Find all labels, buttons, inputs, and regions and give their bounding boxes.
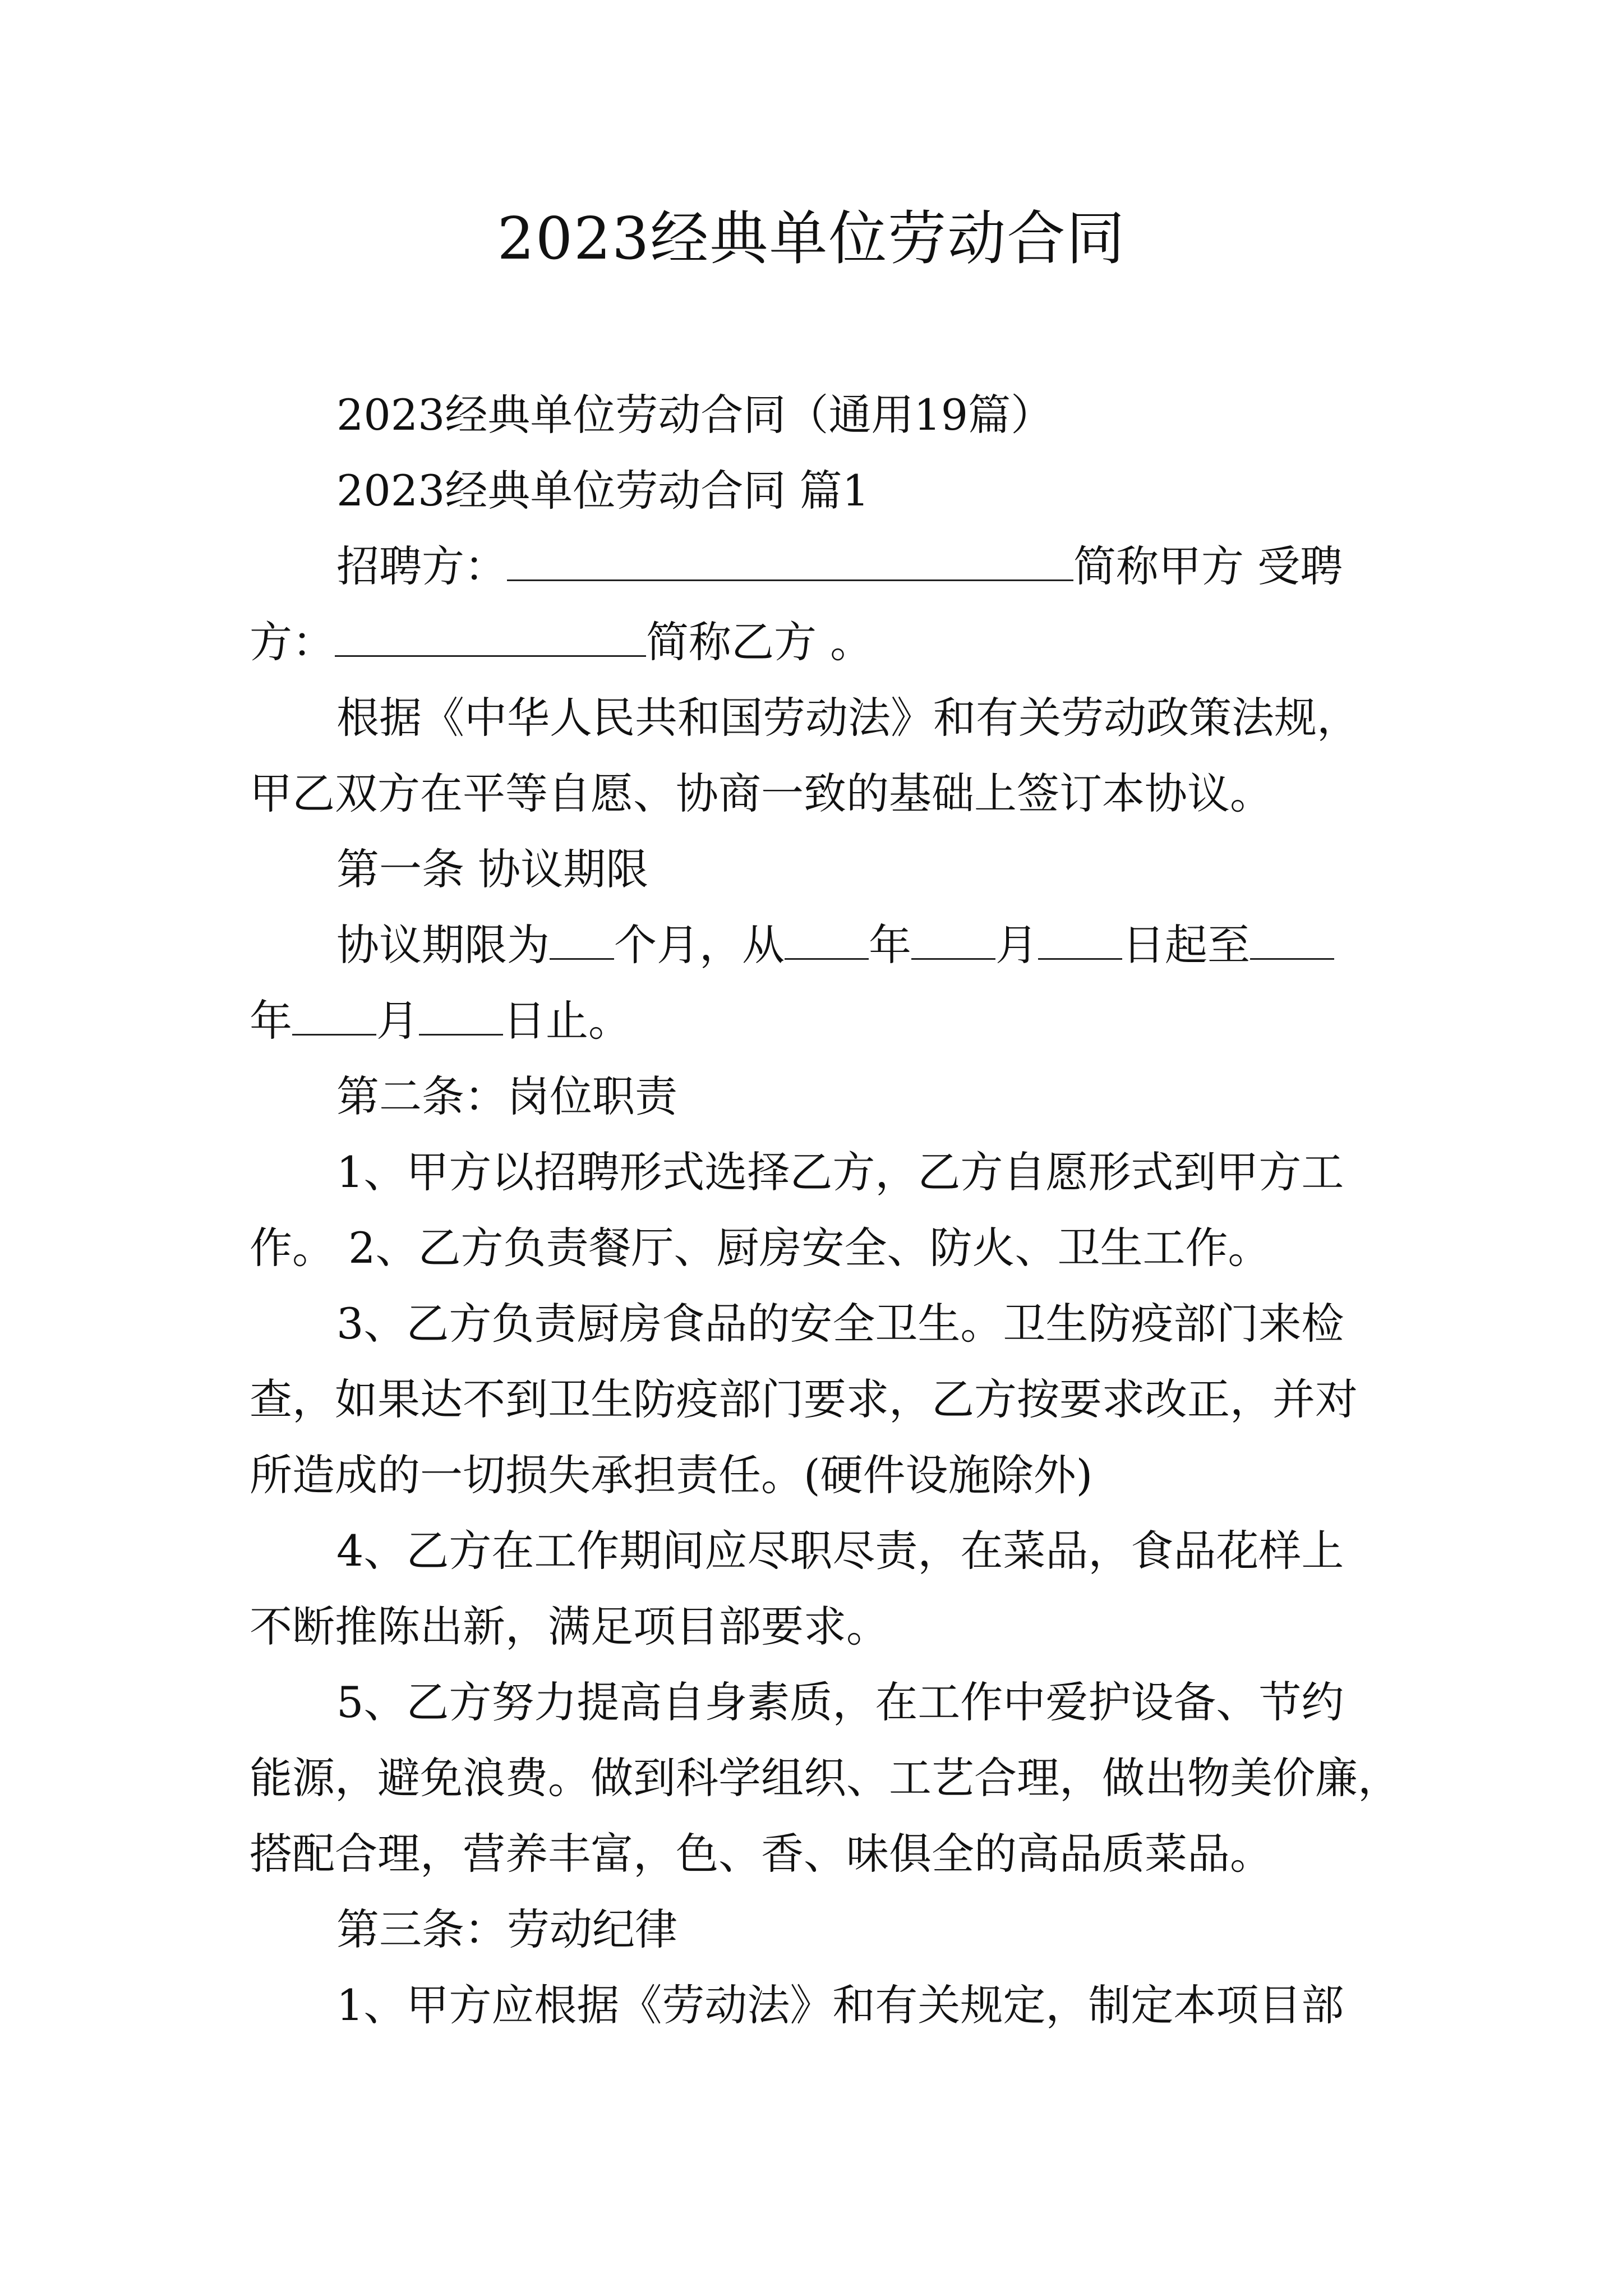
paragraph-text: 5、乙方努力提高自身素质，在工作中爱护设备、节约 bbox=[336, 1677, 1344, 1727]
employer-line bbox=[336, 539, 1343, 595]
paragraph-line bbox=[250, 1372, 1358, 1428]
months-blank bbox=[550, 919, 614, 960]
employer-blank bbox=[507, 540, 1073, 581]
term-line bbox=[250, 993, 631, 1049]
employee-abbr: 简称乙方 。 bbox=[646, 617, 873, 667]
term-text: 日止。 bbox=[503, 996, 631, 1046]
employer-label: 招聘方： bbox=[336, 541, 507, 591]
term-line bbox=[336, 917, 1334, 973]
article-heading bbox=[336, 1069, 677, 1125]
term-text: 个月，从 bbox=[614, 920, 785, 970]
paragraph-line bbox=[336, 1296, 1344, 1352]
paragraph-text: 1、甲方应根据《劳动法》和有关规定，制定本项目部 bbox=[336, 1980, 1344, 2030]
term-text: 年 bbox=[869, 920, 911, 970]
subtitle-line bbox=[336, 387, 1053, 443]
paragraph-line bbox=[250, 1447, 1092, 1503]
end-year-blank bbox=[1250, 919, 1334, 960]
paragraph-text: 1、甲方以招聘形式选择乙方，乙方自愿形式到甲方工 bbox=[336, 1147, 1344, 1197]
subtitle-text: 2023经典单位劳动合同（通用19篇） bbox=[336, 390, 1054, 440]
start-month-blank bbox=[911, 919, 995, 960]
end-month-blank bbox=[292, 995, 376, 1036]
employee-blank bbox=[335, 616, 646, 657]
paragraph-line bbox=[250, 1599, 889, 1655]
article-heading-text: 第二条：岗位职责 bbox=[336, 1071, 677, 1121]
paragraph-text: 不断推陈出新，满足项目部要求。 bbox=[250, 1602, 889, 1651]
article-heading-text: 第三条：劳动纪律 bbox=[336, 1904, 677, 1954]
section-heading bbox=[336, 463, 869, 519]
paragraph-text: 查，如果达不到卫生防疫部门要求，乙方按要求改正，并对 bbox=[250, 1374, 1358, 1424]
article-heading bbox=[336, 1902, 677, 1958]
end-day-blank bbox=[419, 995, 503, 1036]
paragraph-text: 根据《中华人民共和国劳动法》和有关劳动政策法规， bbox=[336, 693, 1359, 743]
start-day-blank bbox=[1038, 919, 1122, 960]
term-text: 协议期限为 bbox=[336, 920, 550, 970]
paragraph-text: 作。 2、乙方负责餐厅、厨房安全、防火、卫生工作。 bbox=[250, 1223, 1271, 1273]
term-text: 日起至 bbox=[1122, 920, 1250, 970]
document-title: 2023经典单位劳动合同 bbox=[497, 204, 1126, 273]
paragraph-text: 3、乙方负责厨房食品的安全卫生。卫生防疫部门来检 bbox=[336, 1299, 1344, 1349]
paragraph-line bbox=[250, 1826, 1272, 1882]
paragraph-text: 搭配合理，营养丰富，色、香、味俱全的高品质菜品。 bbox=[250, 1829, 1272, 1879]
term-text: 年 bbox=[250, 996, 292, 1046]
paragraph-text: 甲乙双方在平等自愿、协商一致的基础上签订本协议。 bbox=[250, 769, 1272, 818]
paragraph-text: 所造成的一切损失承担责任。(硬件设施除外) bbox=[250, 1450, 1093, 1500]
paragraph-line bbox=[336, 1144, 1344, 1200]
employee-line bbox=[250, 614, 873, 670]
paragraph-text: 4、乙方在工作期间应尽职尽责，在菜品，食品花样上 bbox=[336, 1526, 1344, 1576]
paragraph-line bbox=[336, 1977, 1344, 2033]
paragraph-line bbox=[336, 1523, 1344, 1579]
term-text: 月 bbox=[995, 920, 1038, 970]
paragraph-line bbox=[336, 1674, 1344, 1731]
employer-abbr: 简称甲方 受聘 bbox=[1073, 541, 1343, 591]
paragraph-text: 能源，避免浪费。做到科学组织、工艺合理，做出物美价廉， bbox=[250, 1753, 1400, 1803]
start-year-blank bbox=[785, 919, 869, 960]
section-heading-text: 2023经典单位劳动合同 篇1 bbox=[336, 466, 869, 516]
term-text: 月 bbox=[376, 996, 419, 1046]
paragraph-line bbox=[250, 1220, 1271, 1276]
article-heading-text: 第一条 协议期限 bbox=[336, 844, 649, 894]
paragraph-line bbox=[250, 1750, 1400, 1806]
employee-label: 方： bbox=[250, 617, 335, 667]
paragraph-line bbox=[250, 766, 1272, 822]
paragraph-line bbox=[336, 690, 1359, 746]
article-heading bbox=[336, 841, 648, 898]
